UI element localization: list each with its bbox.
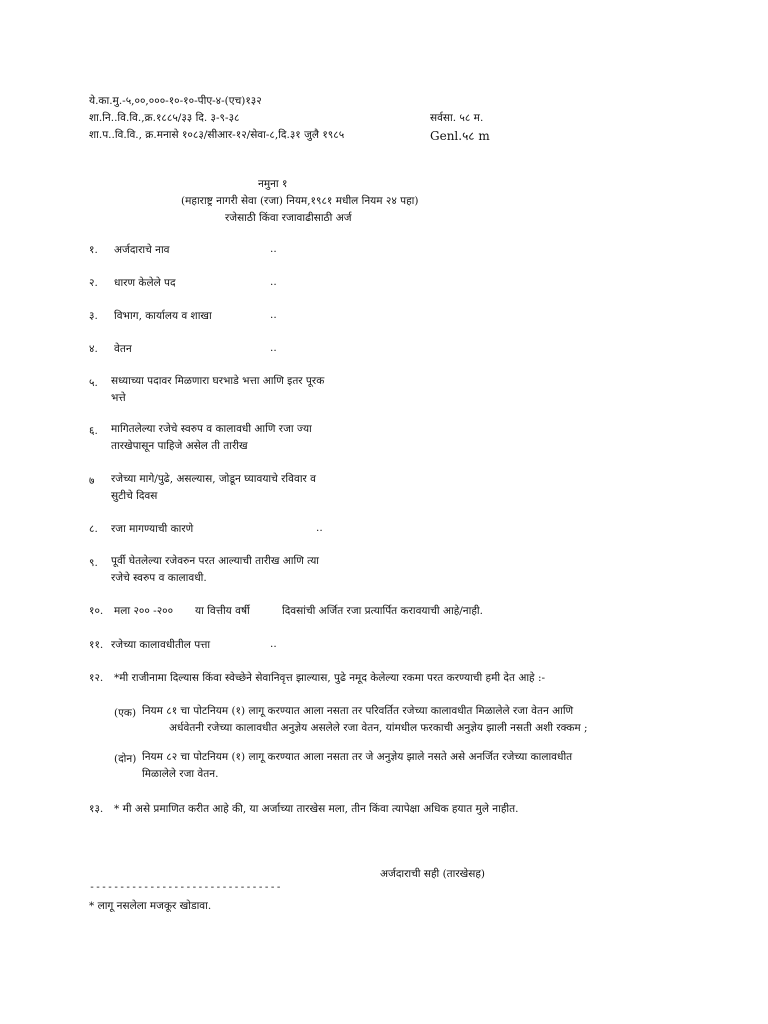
footer-separator: -------------------------------- — [89, 882, 282, 893]
sub-item-line: नियम ८२ चा पोटनियम (१) लागू करण्यात आला नसता तर जे अनुज्ञेय झाले नसते असे अनर्जित रजेच्या कालावधीत — [142, 751, 573, 763]
field-number: ५. — [89, 377, 98, 389]
field-statement: * मी असे प्रमाणित करीत आहे की, या अर्जाच्या तारखेस मला, तीन किंवा त्यापेक्षा अधिक हयात मुले नाहीत. — [114, 803, 519, 815]
field-dots: .. — [270, 309, 277, 321]
field-label-line: सध्याच्या पदावर मिळणारा घरभाडे भत्ता आणि इतर पूरक — [111, 375, 325, 387]
header-form-code: सर्वसा. ५८ म. — [430, 112, 484, 124]
field-number: ११. — [89, 639, 104, 651]
field-number: ३. — [89, 310, 98, 322]
header-ref-line-1: ये.का.मु.-५,००,०००-१०-१०-पीए-४-(एच)१३२ — [89, 95, 262, 107]
header-form-code-english: Genl.५८ m — [430, 129, 490, 143]
applicant-signature-label: अर्जदाराची सही (तारखेसह) — [380, 868, 486, 880]
sub-item-label: (एक) — [114, 707, 137, 719]
field-number: ६. — [89, 425, 98, 437]
field-number: ९. — [89, 557, 98, 569]
field-number: १३. — [89, 803, 104, 815]
field-dots: .. — [270, 243, 277, 255]
form-number: नमुना १ — [258, 178, 288, 190]
field-year-range: मला २०० -२०० — [114, 605, 174, 617]
field-number: ८. — [89, 523, 98, 535]
field-label: रजा मागण्याची कारणे — [111, 523, 194, 535]
field-financial-year: या वित्तीय वर्षी — [195, 605, 250, 617]
header-ref-line-2: शा.नि..वि.वि.,क्र.१८८५/३३ दि. ३-९-३८ — [89, 112, 240, 124]
rule-reference: (महाराष्ट्र नागरी सेवा (रजा) नियम,१९८१ मधील नियम २४ पहा) — [181, 195, 419, 207]
field-number: ७ — [89, 475, 95, 487]
sub-item-line: अर्धवेतनी रजेच्या कालावधीत अनुज्ञेय असलेले रजा वेतन, यांमधील फरकाची अनुज्ञेय झाली नसती अशी रक्कम ; — [169, 722, 588, 734]
field-label: धारण केलेले पद — [114, 277, 176, 289]
field-dots: .. — [270, 638, 277, 650]
field-label-line: पूर्वी घेतलेल्या रजेवरुन परत आल्याची तारीख आणि त्या — [111, 555, 320, 567]
field-label-line: रजेचे स्वरुप व कालावधी. — [111, 572, 207, 584]
field-dots: .. — [270, 276, 277, 288]
field-label-line: भत्ते — [111, 392, 126, 404]
field-label: विभाग, कार्यालय व शाखा — [114, 310, 212, 322]
field-number: ४. — [89, 343, 98, 355]
field-label: अर्जदाराचे नाव — [114, 244, 170, 256]
field-surrender-text: दिवसांची अर्जित रजा प्रत्यार्पित करावयाची आहे/नाही. — [282, 605, 483, 617]
field-dots: .. — [316, 522, 323, 534]
field-label: रजेच्या कालावधीतील पत्ता — [111, 639, 211, 651]
field-statement: *मी राजीनामा दिल्यास किंवा स्वेच्छेने सेवानिवृत्त झाल्यास, पुढे नमूद केलेल्या रकमा परत करण्याची हमी देत आहे :- — [114, 672, 546, 684]
sub-item-line: नियम ८१ चा पोटनियम (१) लागू करण्यात आला नसता तर परिवर्तित रजेच्या कालावधीत मिळालेले रजा वेतन आणि — [142, 705, 574, 717]
sub-item-line: मिळालेले रजा वेतन. — [142, 768, 219, 780]
field-label-line: मागितलेल्या रजेचे स्वरुप व कालावधी आणि रजा ज्या — [111, 423, 312, 435]
field-number: १२. — [89, 672, 104, 684]
field-number: १. — [89, 244, 98, 256]
field-dots: .. — [270, 342, 277, 354]
field-label-line: तारखेपासून पाहिजे असेल ती तारीख — [111, 440, 248, 452]
field-label-line: रजेच्या मागे/पुढे, असल्यास, जोडून घ्यावयाचे रविवार व — [111, 473, 317, 485]
sub-item-label: (दोन) — [114, 753, 137, 765]
field-number: २. — [89, 277, 98, 289]
form-subject: रजेसाठी किंवा रजावाढीसाठी अर्ज — [225, 212, 352, 224]
field-label: वेतन — [114, 343, 132, 355]
footer-note: * लागू नसलेला मजकूर खोडावा. — [89, 900, 212, 912]
header-ref-line-3: शा.प..वि.वि., क्र.मनासे १०८३/सीआर-१२/सेवा-८,दि.३१ जुलै १९८५ — [89, 129, 345, 141]
field-number: १०. — [89, 605, 104, 617]
field-label-line: सुटीचे दिवस — [111, 490, 158, 502]
